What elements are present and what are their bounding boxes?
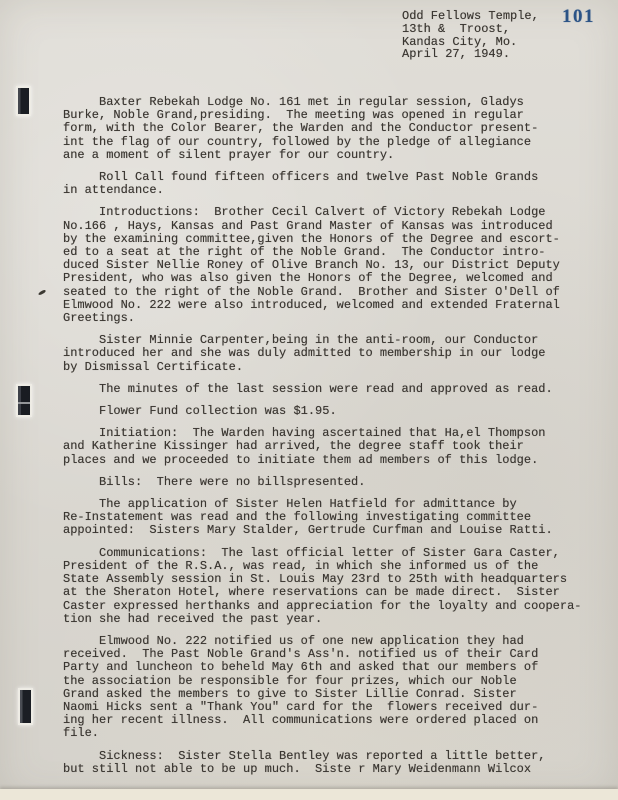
text-line: Greetings. — [63, 311, 136, 326]
text-line: Roll Call found fifteen officers and twelve Past Noble Grands — [63, 170, 539, 185]
text-line: Introductions: Brother Cecil Calvert of Victory Rebekah Lodge — [63, 205, 546, 220]
text-line: Baxter Rebekah Lodge No. 161 met in regular session, Gladys — [63, 95, 524, 109]
text-line: Burke, Noble Grand,presiding. The meeting was opened in regular — [63, 108, 524, 123]
text-line: Grand asked the members to give to Sister Lillie Conrad. Sister — [63, 686, 517, 701]
header-line: April 27, 1949. — [402, 47, 511, 62]
text-line: Caster expressed herthanks and appreciation for the loyalty and coopera- — [63, 598, 582, 613]
document-body — [63, 96, 603, 785]
text-line: President, who was also given the Honors of the Degree, welcomed and — [63, 271, 553, 286]
document-header — [402, 10, 539, 61]
binding-hole — [16, 86, 31, 116]
text-line: by Dismissal Certificate. — [63, 359, 244, 374]
paragraph — [63, 405, 603, 418]
text-line: appointed: Sisters Mary Stalder, Gertrude Curfman and Louise Ratti. — [63, 523, 553, 538]
page-number: 101 — [562, 6, 595, 27]
ink-speck — [38, 289, 46, 295]
text-line: ing her recent illness. All communications were ordered placed on — [63, 713, 539, 728]
text-line: President of the R.S.A., was read, in which she informed us of the — [63, 558, 539, 573]
paragraph — [63, 476, 603, 489]
text-line: received. The Past Noble Grand's Ass'n. notified us of their Card — [63, 647, 539, 662]
paragraph — [63, 96, 603, 162]
text-line: Party and luncheon to beheld May 6th and asked that our members of — [63, 660, 539, 675]
text-line: No.166 , Hays, Kansas and Past Grand Master of Kansas was introduced — [63, 218, 553, 233]
binding-hole — [16, 384, 32, 417]
text-line: but still not able to be up much. Siste r Mary Weidenmann Wilcox — [63, 761, 532, 776]
text-line: Re-Instatement was read and the following investigating committee — [63, 510, 532, 525]
header-line: Kandas City, Mo. — [402, 34, 518, 49]
text-line: in attendance. — [63, 183, 164, 198]
header-line: 13th & Troost, — [402, 21, 511, 36]
binding-hole — [18, 688, 33, 725]
text-line: file. — [63, 726, 100, 741]
text-line: Elmwood No. 222 were also introduced, welcomed and extended Fraternal — [63, 297, 560, 312]
header-line: Odd Fellows Temple, — [402, 9, 539, 23]
text-line: Elmwood No. 222 notified us of one new application they had — [63, 633, 524, 648]
text-line: ed to a seat at the right of the Noble Grand. The Conductor intro- — [63, 245, 546, 260]
text-line: Communications: The last official letter of Sister Gara Caster, — [63, 545, 560, 560]
text-line: State Assembly session in St. Louis May 23rd to 25th with headquarters — [63, 572, 568, 587]
text-line: The minutes of the last session were read and approved as read. — [63, 381, 553, 396]
paragraph — [63, 547, 603, 626]
text-line: the association be responsible for four prizes, which our Noble — [63, 673, 517, 688]
page-edge — [0, 789, 618, 800]
text-line: The application of Sister Helen Hatfield for admittance by — [63, 497, 517, 512]
text-line: seated to the right of the Noble Grand. Brother and Sister O'Dell of — [63, 284, 560, 299]
text-line: Flower Fund collection was $1.95. — [63, 404, 337, 419]
paragraph — [63, 334, 603, 374]
paragraph — [63, 635, 603, 741]
text-line: ane a moment of silent prayer for our country. — [63, 147, 395, 162]
paragraph — [63, 750, 603, 776]
text-line: tion she had received the past year. — [63, 611, 323, 626]
text-line: and Katherine Kissinger had arrived, the degree staff took their — [63, 439, 524, 454]
text-line: places and we proceeded to initiate them ad members of this lodge. — [63, 452, 539, 467]
text-line: Naomi Hicks sent a "Thank You" card for the flowers received dur- — [63, 699, 539, 714]
text-line: at the Sheraton Hotel, where reservations can be made direct. Sister — [63, 585, 560, 600]
text-line: form, with the Color Bearer, the Warden and the Conductor present- — [63, 121, 539, 136]
text-line: duced Sister Nellie Roney of Olive Branch No. 13, our District Deputy — [63, 258, 560, 273]
paragraph — [63, 206, 603, 325]
text-line: Sickness: Sister Stella Bentley was reported a little better, — [63, 748, 546, 763]
paragraph — [63, 383, 603, 396]
paragraph — [63, 171, 603, 197]
paragraph — [63, 427, 603, 467]
paragraph — [63, 498, 603, 538]
text-line: by the examining committee,given the Honors of the Degree and escort- — [63, 231, 560, 246]
text-line: Bills: There were no billspresented. — [63, 474, 366, 489]
text-line: Sister Minnie Carpenter,being in the anti-room, our Conductor — [63, 333, 539, 348]
text-line: Initiation: The Warden having ascertained that Ha,el Thompson — [63, 426, 546, 441]
text-line: int the flag of our country, followed by the pledge of allegiance — [63, 134, 532, 149]
text-line: introduced her and she was duly admitted to membership in our lodge — [63, 346, 546, 361]
